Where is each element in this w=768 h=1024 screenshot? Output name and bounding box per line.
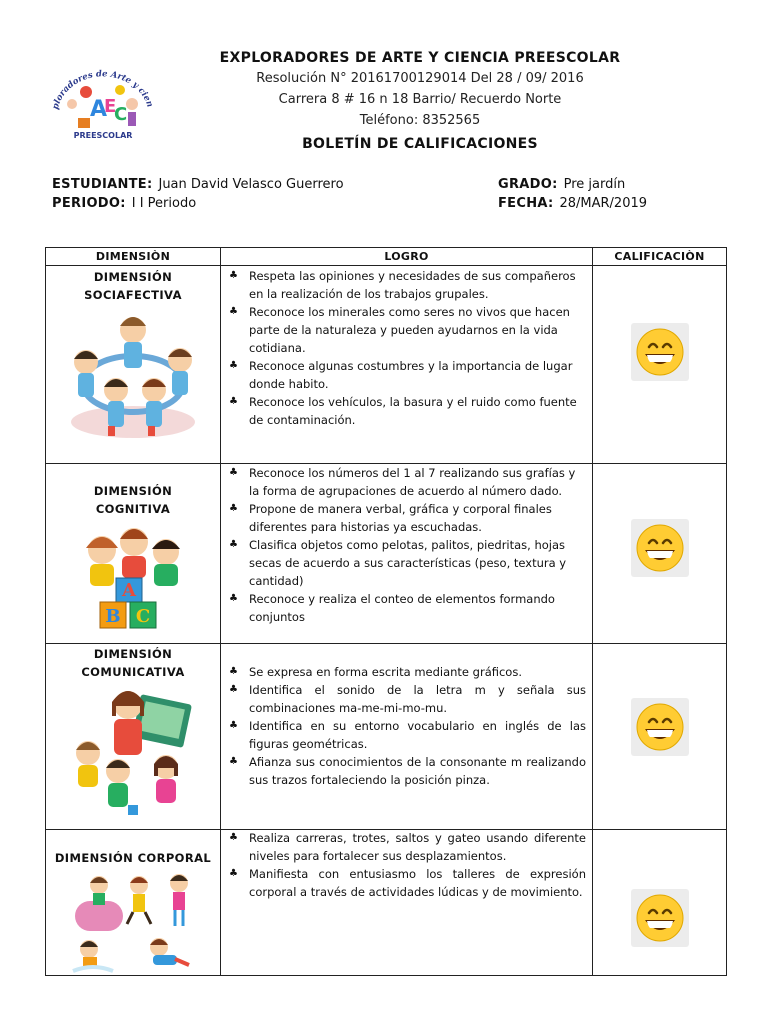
grade-field (498, 175, 625, 195)
list-item: ♣ Realiza carreras, trotes, saltos y gateo usando diferente niveles para fortalecer sus desplazamientos. (249, 829, 586, 865)
list-item: ♣ Identifica el sonido de la letra m y señala sus combinaciones ma-me-mi-mo-mu. (249, 681, 586, 717)
grade-cell (593, 830, 727, 976)
list-item: ♣ Reconoce los números del 1 al 7 realizando sus grafías y la forma de agrupaciones de acuerdo al número dado. (249, 464, 586, 500)
list-item: ♣ Clasifica objetos como pelotas, palitos, piedritas, hojas secas de acuerdo a sus características (peso, textura y cantidad) (249, 536, 586, 590)
logro-cell (221, 830, 593, 976)
dimension-cell (46, 830, 221, 976)
dimension-cell (46, 644, 221, 830)
logo-preescolar-text: PREESCOLAR (73, 131, 133, 140)
header-logro: LOGRO (221, 248, 593, 266)
svg-text:A: A (90, 97, 108, 122)
grade-value: Pre jardín (563, 177, 626, 192)
period-label: PERIODO: (52, 196, 126, 211)
list-item: ♣ Identifica en su entorno vocabulario en inglés de las figuras geométricas. (249, 717, 586, 753)
grade-cell (593, 464, 727, 644)
list-item: ♣ Reconoce y realiza el conteo de elementos formando conjuntos (249, 590, 586, 626)
kids-playing-illustration (63, 871, 203, 975)
document-header (170, 48, 670, 155)
abc-blocks-illustration (70, 524, 196, 636)
date-field (498, 194, 647, 214)
date-value: 28/MAR/2019 (559, 196, 648, 211)
grinning-face-icon (631, 889, 689, 947)
dimension-cell (46, 464, 221, 644)
table-header-row (46, 248, 727, 266)
table-row (46, 830, 727, 976)
children-circle-illustration (58, 310, 208, 448)
list-item: ♣ Propone de manera verbal, gráfica y corporal finales diferentes para historias ya escuchadas. (249, 500, 586, 536)
logo-arc-text: ploradores de Arte y cien (50, 69, 155, 111)
list-item: ♣ Reconoce los minerales como seres no vivos que hacen parte de la naturaleza y pueden ayudarnos en la vida cotidiana. (249, 303, 586, 357)
logro-list (221, 829, 592, 901)
list-item: ♣ Afianza sus conocimientos de la consonante m realizando sus trazos fortaleciendo la posición pinza. (249, 753, 586, 789)
grinning-face-icon (631, 323, 689, 381)
list-item: ♣ Reconoce los vehículos, la basura y el ruido como fuente de contaminación. (249, 393, 586, 429)
svg-text:A: A (122, 580, 136, 601)
school-name: EXPLORADORES DE ARTE Y CIENCIA PREESCOLAR (219, 50, 621, 66)
dimension-cell (46, 266, 221, 464)
table-row (46, 266, 727, 464)
dimension-title: DIMENSIÓN (93, 270, 173, 284)
dimension-title: COGNITIVA (95, 502, 171, 516)
list-item: ♣ Respeta las opiniones y necesidades de sus compañeros en la realización de los trabajos grupales. (249, 267, 586, 303)
list-item: ♣ Manifiesta con entusiasmo los talleres de expresión corporal a través de actividades lúdicas y de movimiento. (249, 865, 586, 901)
period-field (52, 194, 196, 214)
school-logo (44, 46, 162, 146)
dimension-title: COMUNICATIVA (81, 665, 185, 679)
grade-label: GRADO: (498, 177, 558, 192)
logro-cell (221, 266, 593, 464)
storytelling-illustration (68, 687, 198, 819)
logro-list (221, 267, 592, 429)
grade-cell (593, 644, 727, 830)
list-item: ♣ Reconoce algunas costumbres y la importancia de lugar donde habito. (249, 357, 586, 393)
logro-list (221, 663, 592, 789)
logro-cell (221, 464, 593, 644)
report-title: BOLETÍN DE CALIFICACIONES (302, 136, 538, 152)
period-value: I I Periodo (131, 196, 197, 211)
dimension-title: DIMENSIÓN CORPORAL (54, 851, 212, 865)
table-row (46, 464, 727, 644)
date-label: FECHA: (498, 196, 554, 211)
student-value: Juan David Velasco Guerrero (158, 177, 344, 192)
grinning-face-icon (631, 698, 689, 756)
dimension-title: DIMENSIÓN (93, 484, 173, 498)
logro-list (221, 464, 592, 626)
header-dimension: DIMENSIÒN (46, 248, 221, 266)
resolution-line: Resolución N° 20161700129014 Del 28 / 09/ 2016 (256, 71, 584, 86)
svg-text:C: C (135, 606, 151, 627)
svg-text:C: C (114, 104, 128, 125)
dimension-title: SOCIAFECTIVA (84, 288, 182, 302)
grade-cell (593, 266, 727, 464)
svg-text:B: B (105, 606, 121, 627)
list-item: ♣ Se expresa en forma escrita mediante gráficos. (249, 663, 586, 681)
grinning-face-icon (631, 519, 689, 577)
grades-table (45, 247, 727, 976)
logro-cell (221, 644, 593, 830)
student-field (52, 175, 344, 195)
student-label: ESTUDIANTE: (52, 177, 153, 192)
dimension-title: DIMENSIÓN (93, 647, 173, 661)
phone-line: Teléfono: 8352565 (359, 113, 481, 128)
svg-text:E: E (104, 96, 117, 117)
address-line: Carrera 8 # 16 n 18 Barrio/ Recuerdo Norte (278, 92, 562, 107)
header-calificacion: CALIFICACIÒN (593, 248, 727, 266)
table-row (46, 644, 727, 830)
